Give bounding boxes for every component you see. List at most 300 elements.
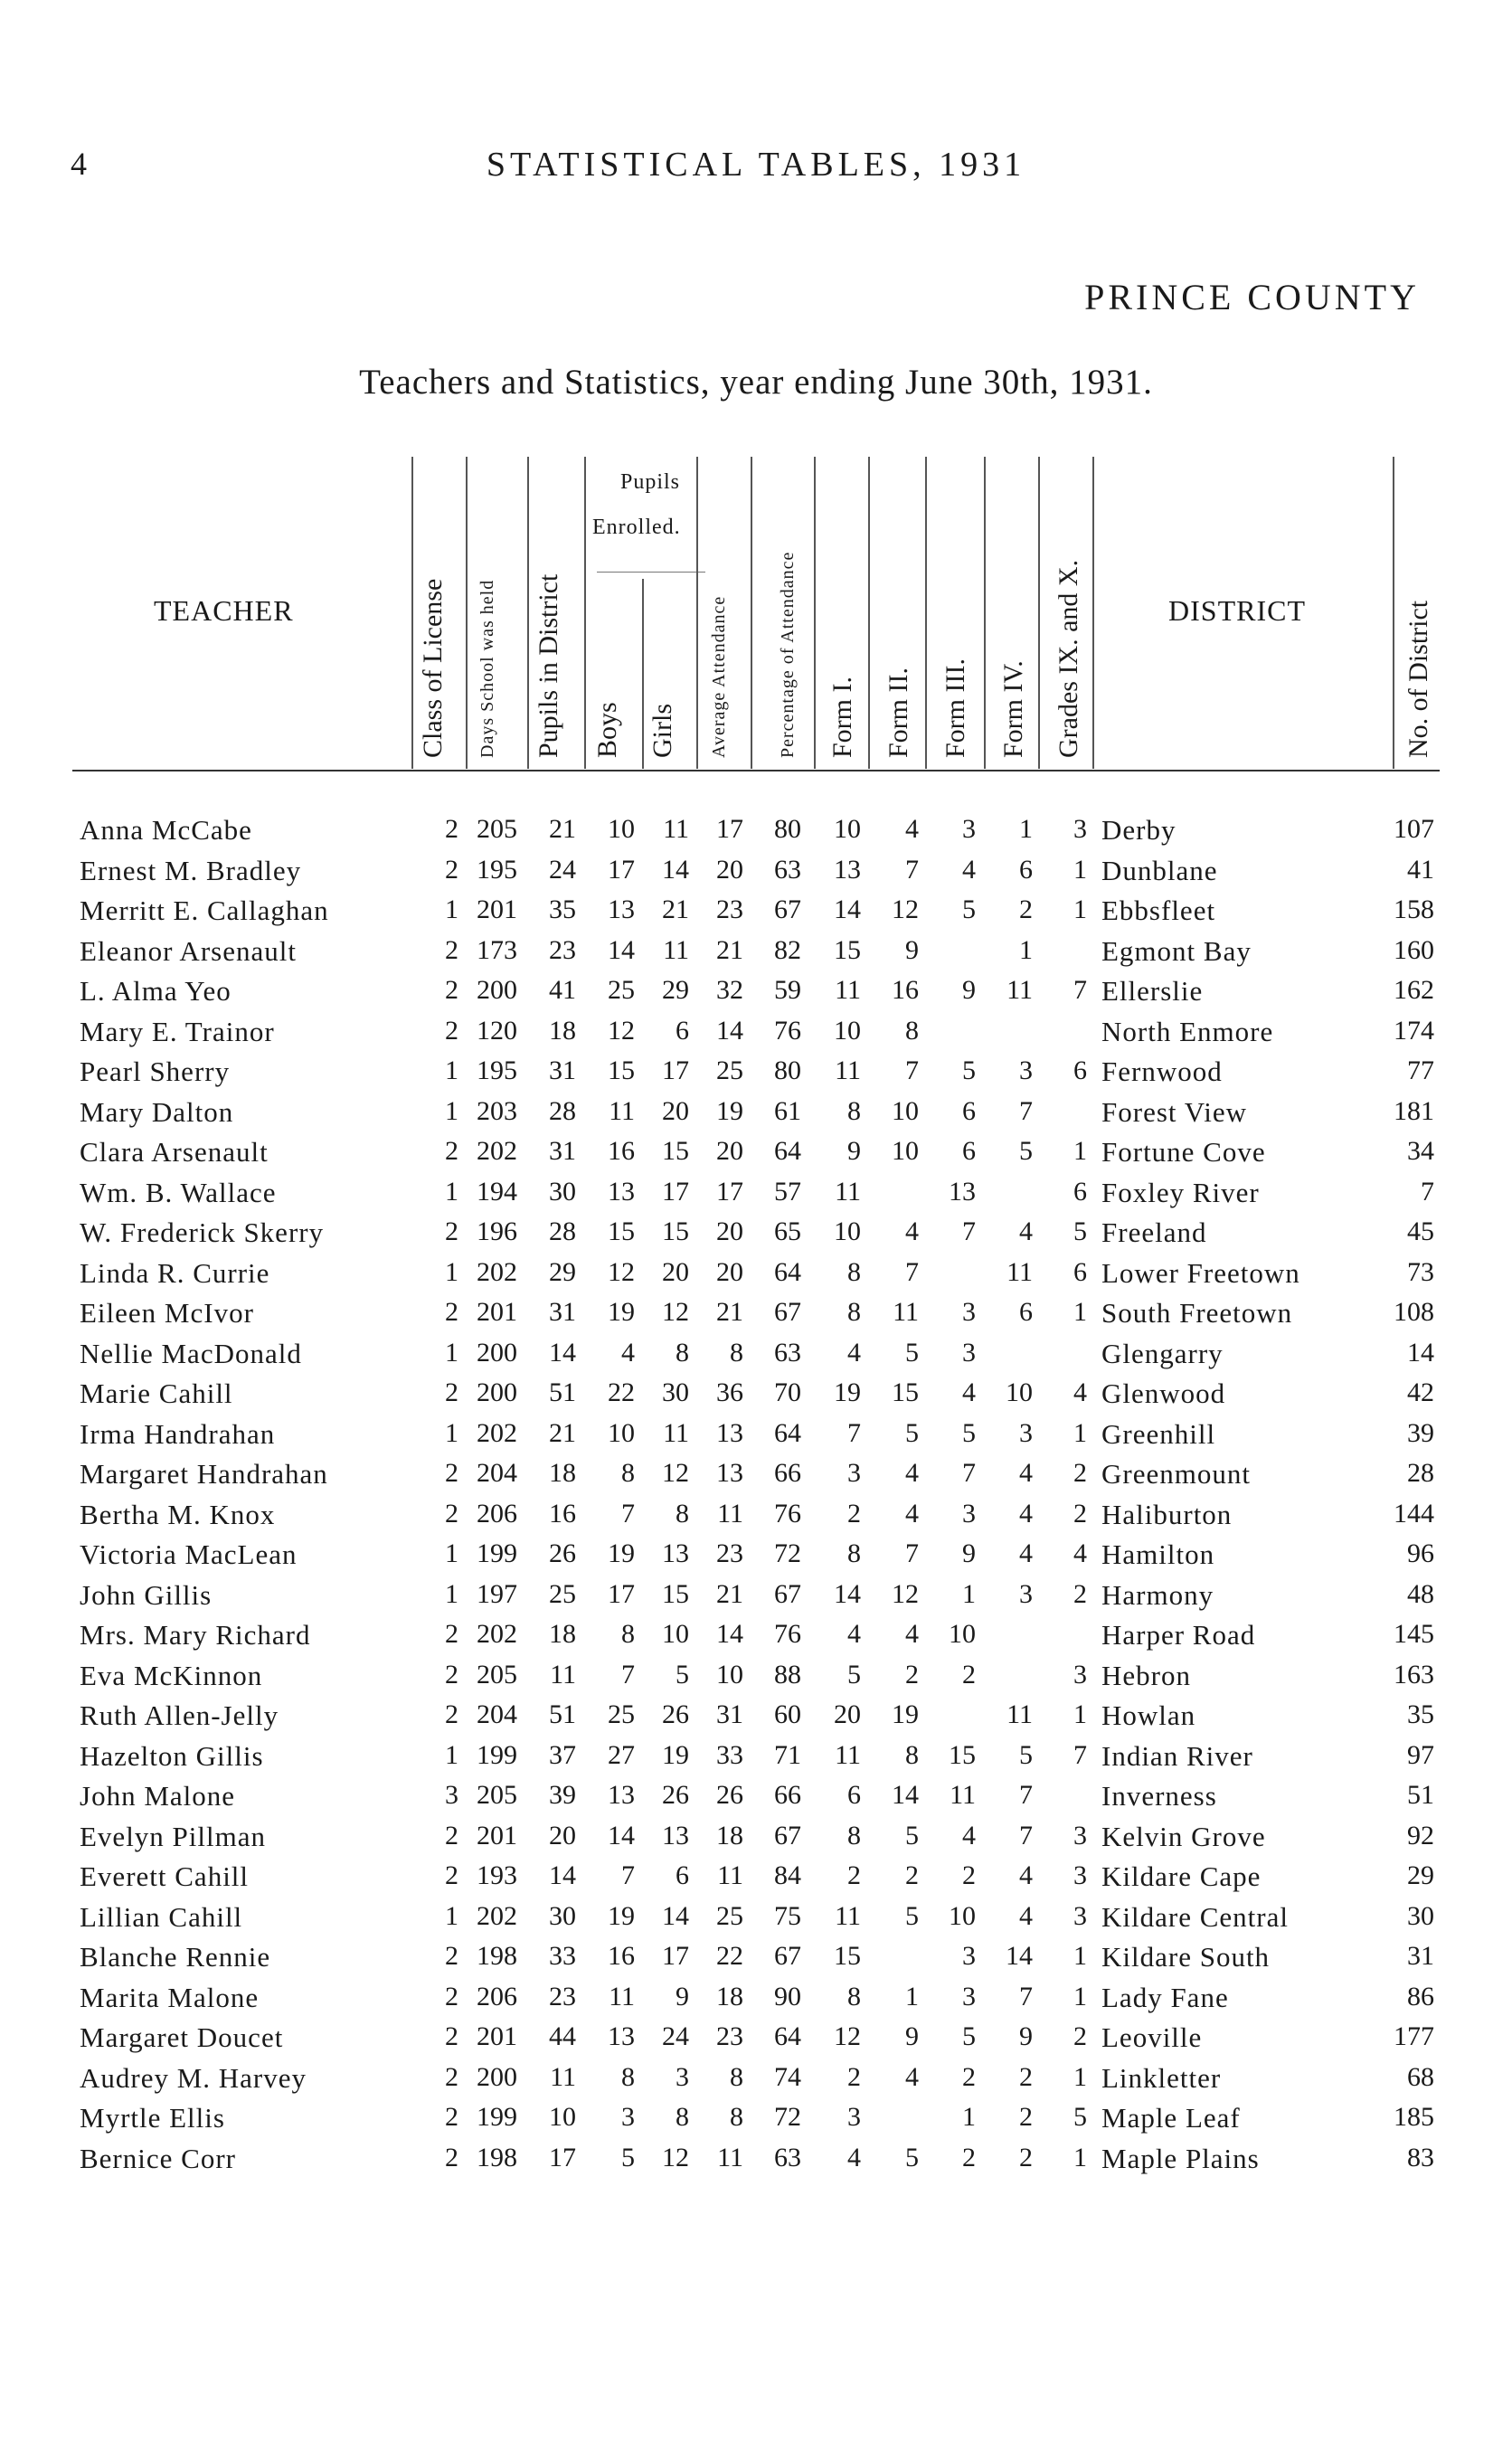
form-3: 4	[962, 1377, 976, 1407]
form-2: 5	[905, 1337, 919, 1368]
table-row	[0, 1821, 1512, 1861]
form-2: 1	[905, 1981, 919, 2011]
class-of-license: 2	[445, 1015, 458, 1046]
class-of-license: 3	[445, 1780, 458, 1810]
district-number: 73	[1407, 1256, 1434, 1287]
form-2: 12	[892, 894, 919, 924]
days-held: 201	[477, 1297, 517, 1327]
form-4: 11	[1006, 1699, 1033, 1729]
form-1: 20	[834, 1699, 861, 1729]
grades-9-10: 1	[1073, 854, 1087, 885]
days-held: 205	[477, 1780, 517, 1810]
form-3: 3	[962, 1981, 976, 2011]
form-3: 6	[962, 1136, 976, 1166]
days-held: 202	[477, 1900, 517, 1931]
header-teacher: TEACHER	[154, 594, 294, 627]
column-divider	[411, 457, 413, 769]
table-row	[0, 1901, 1512, 1942]
boys-enrolled: 5	[621, 2142, 635, 2172]
form-2: 4	[905, 1216, 919, 1246]
form-1: 5	[847, 1659, 861, 1690]
district-name: Ellerslie	[1101, 975, 1204, 1007]
percentage-attendance: 63	[774, 1337, 801, 1368]
form-3: 1	[962, 1578, 976, 1609]
girls-enrolled: 9	[676, 1981, 689, 2011]
percentage-attendance: 76	[774, 1619, 801, 1649]
form-2: 9	[905, 934, 919, 965]
boys-enrolled: 19	[608, 1297, 635, 1327]
table-row	[0, 1055, 1512, 1096]
district-number: 163	[1394, 1659, 1434, 1690]
boys-enrolled: 19	[608, 1900, 635, 1931]
pupils-in-district: 31	[549, 1136, 576, 1166]
class-of-license: 2	[445, 1941, 458, 1971]
district-number: 7	[1421, 1176, 1434, 1207]
table-row	[0, 1780, 1512, 1821]
percentage-attendance: 80	[774, 1055, 801, 1085]
header-form-3: Form III.	[940, 658, 970, 758]
pupils-in-district: 20	[549, 1820, 576, 1850]
percentage-attendance: 64	[774, 2021, 801, 2051]
boys-enrolled: 7	[621, 1860, 635, 1890]
form-1: 12	[834, 2021, 861, 2051]
percentage-attendance: 61	[774, 1095, 801, 1126]
table-row	[0, 1699, 1512, 1740]
form-2: 16	[892, 975, 919, 1005]
girls-enrolled: 17	[662, 1176, 689, 1207]
form-3: 3	[962, 1297, 976, 1327]
form-3: 6	[962, 1095, 976, 1126]
percentage-attendance: 64	[774, 1417, 801, 1448]
form-2: 5	[905, 1417, 919, 1448]
form-3: 15	[949, 1739, 976, 1770]
days-held: 195	[477, 1055, 517, 1085]
district-number: 92	[1407, 1820, 1434, 1850]
percentage-attendance: 90	[774, 1981, 801, 2011]
pupils-in-district: 31	[549, 1297, 576, 1327]
class-of-license: 1	[445, 1900, 458, 1931]
form-4: 2	[1019, 2102, 1033, 2132]
grades-9-10: 7	[1073, 1739, 1087, 1770]
class-of-license: 1	[445, 1337, 458, 1368]
average-attendance: 20	[716, 1216, 743, 1246]
class-of-license: 2	[445, 1297, 458, 1327]
boys-enrolled: 3	[621, 2102, 635, 2132]
teacher-name: Irma Handrahan	[80, 1417, 276, 1450]
pupils-in-district: 10	[549, 2102, 576, 2132]
average-attendance: 21	[716, 934, 743, 965]
form-1: 11	[835, 1055, 861, 1085]
days-held: 204	[477, 1699, 517, 1729]
district-number: 41	[1407, 854, 1434, 885]
district-number: 51	[1407, 1780, 1434, 1810]
average-attendance: 21	[716, 1297, 743, 1327]
teacher-name: Anna McCabe	[80, 814, 252, 846]
district-name: Dunblane	[1101, 854, 1218, 886]
percentage-attendance: 60	[774, 1699, 801, 1729]
teacher-name: Nellie MacDonald	[80, 1337, 302, 1369]
girls-enrolled: 5	[676, 1659, 689, 1690]
average-attendance: 20	[716, 1256, 743, 1287]
header-percentage-attendance: Percentage of Attendance	[778, 551, 798, 758]
form-4: 3	[1019, 1578, 1033, 1609]
form-4: 4	[1019, 1860, 1033, 1890]
percentage-attendance: 63	[774, 2142, 801, 2172]
form-3: 7	[962, 1216, 976, 1246]
average-attendance: 19	[716, 1095, 743, 1126]
grades-9-10: 3	[1073, 1820, 1087, 1850]
form-1: 11	[835, 1739, 861, 1770]
table-row	[0, 1860, 1512, 1901]
district-number: 77	[1407, 1055, 1434, 1085]
girls-enrolled: 15	[662, 1136, 689, 1166]
form-2: 19	[892, 1699, 919, 1729]
percentage-attendance: 67	[774, 1820, 801, 1850]
girls-enrolled: 17	[662, 1055, 689, 1085]
teacher-name: Lillian Cahill	[80, 1900, 243, 1933]
average-attendance: 8	[730, 2061, 743, 2092]
grades-9-10: 5	[1073, 2102, 1087, 2132]
district-number: 160	[1394, 934, 1434, 965]
teacher-name: L. Alma Yeo	[80, 975, 232, 1007]
class-of-license: 2	[445, 934, 458, 965]
form-1: 4	[847, 1337, 861, 1368]
average-attendance: 23	[716, 894, 743, 924]
column-divider	[584, 457, 586, 769]
table-row	[0, 1982, 1512, 2022]
girls-enrolled: 19	[662, 1739, 689, 1770]
class-of-license: 2	[445, 2061, 458, 2092]
district-name: Egmont Bay	[1101, 934, 1252, 967]
form-2: 7	[905, 1256, 919, 1287]
district-name: Harmony	[1101, 1578, 1214, 1611]
form-2: 8	[905, 1015, 919, 1046]
average-attendance: 32	[716, 975, 743, 1005]
class-of-license: 2	[445, 1377, 458, 1407]
teacher-name: Wm. B. Wallace	[80, 1176, 277, 1208]
column-divider	[1393, 457, 1394, 769]
girls-enrolled: 15	[662, 1216, 689, 1246]
district-name: Indian River	[1101, 1739, 1253, 1772]
district-number: 14	[1407, 1337, 1434, 1368]
days-held: 197	[477, 1578, 517, 1609]
district-number: 108	[1394, 1297, 1434, 1327]
form-3: 3	[962, 814, 976, 844]
district-name: Fortune Cove	[1101, 1136, 1266, 1168]
form-3: 11	[950, 1780, 976, 1810]
days-held: 204	[477, 1458, 517, 1488]
form-4: 4	[1019, 1538, 1033, 1568]
boys-enrolled: 8	[621, 1458, 635, 1488]
average-attendance: 20	[716, 1136, 743, 1166]
form-2: 15	[892, 1377, 919, 1407]
percentage-attendance: 82	[774, 934, 801, 965]
form-1: 4	[847, 1619, 861, 1649]
form-3: 5	[962, 1055, 976, 1085]
girls-enrolled: 12	[662, 1297, 689, 1327]
grades-9-10: 1	[1073, 1699, 1087, 1729]
district-name: Ebbsfleet	[1101, 894, 1216, 926]
boys-enrolled: 12	[608, 1015, 635, 1046]
district-number: 48	[1407, 1578, 1434, 1609]
district-name: Foxley River	[1101, 1176, 1260, 1208]
district-name: Greenmount	[1101, 1458, 1251, 1490]
form-1: 10	[834, 1216, 861, 1246]
form-1: 8	[847, 1981, 861, 2011]
average-attendance: 18	[716, 1981, 743, 2011]
girls-enrolled: 29	[662, 975, 689, 1005]
form-2: 14	[892, 1780, 919, 1810]
boys-enrolled: 17	[608, 854, 635, 885]
girls-enrolled: 8	[676, 1337, 689, 1368]
district-number: 174	[1394, 1015, 1434, 1046]
form-2: 4	[905, 814, 919, 844]
teacher-name: Marie Cahill	[80, 1377, 233, 1409]
table-row	[0, 1177, 1512, 1217]
average-attendance: 11	[717, 1498, 743, 1529]
class-of-license: 2	[445, 2102, 458, 2132]
teacher-name: Linda R. Currie	[80, 1256, 270, 1289]
table-row	[0, 1096, 1512, 1137]
girls-enrolled: 13	[662, 1538, 689, 1568]
form-2: 4	[905, 1458, 919, 1488]
percentage-attendance: 63	[774, 854, 801, 885]
girls-enrolled: 20	[662, 1256, 689, 1287]
district-name: Forest View	[1101, 1095, 1247, 1128]
table-row	[0, 1579, 1512, 1620]
days-held: 202	[477, 1136, 517, 1166]
header-class-of-license: Class of License	[418, 578, 448, 758]
days-held: 200	[477, 975, 517, 1005]
form-1: 11	[835, 1900, 861, 1931]
teacher-name: Ruth Allen-Jelly	[80, 1699, 279, 1731]
form-4: 6	[1019, 1297, 1033, 1327]
district-name: Kildare South	[1101, 1941, 1271, 1973]
form-2: 12	[892, 1578, 919, 1609]
header-grades-9-10: Grades IX. and X.	[1054, 559, 1083, 758]
pupils-in-district: 30	[549, 1176, 576, 1207]
teacher-name: Audrey M. Harvey	[80, 2061, 307, 2094]
percentage-attendance: 80	[774, 814, 801, 844]
teacher-name: Bernice Corr	[80, 2142, 236, 2174]
boys-enrolled: 22	[608, 1377, 635, 1407]
form-2: 7	[905, 1538, 919, 1568]
percentage-attendance: 67	[774, 1578, 801, 1609]
grades-9-10: 6	[1073, 1256, 1087, 1287]
percentage-attendance: 64	[774, 1136, 801, 1166]
class-of-license: 2	[445, 1498, 458, 1529]
form-4: 4	[1019, 1498, 1033, 1529]
district-name: Derby	[1101, 814, 1177, 846]
days-held: 195	[477, 854, 517, 885]
grades-9-10: 2	[1073, 1458, 1087, 1488]
table-row	[0, 1619, 1512, 1660]
pupils-in-district: 41	[549, 975, 576, 1005]
form-2: 4	[905, 2061, 919, 2092]
form-1: 8	[847, 1095, 861, 1126]
form-4: 9	[1019, 2021, 1033, 2051]
form-1: 14	[834, 894, 861, 924]
girls-enrolled: 24	[662, 2021, 689, 2051]
form-4: 4	[1019, 1216, 1033, 1246]
class-of-license: 2	[445, 814, 458, 844]
table-row	[0, 1377, 1512, 1418]
girls-enrolled: 8	[676, 2102, 689, 2132]
form-2: 11	[893, 1297, 919, 1327]
teacher-name: Mary Dalton	[80, 1095, 234, 1128]
girls-enrolled: 12	[662, 1458, 689, 1488]
form-2: 4	[905, 1619, 919, 1649]
pupils-in-district: 37	[549, 1739, 576, 1770]
class-of-license: 2	[445, 1981, 458, 2011]
form-4: 1	[1019, 814, 1033, 844]
column-divider	[696, 457, 698, 769]
class-of-license: 1	[445, 1176, 458, 1207]
form-1: 7	[847, 1417, 861, 1448]
form-4: 7	[1019, 1820, 1033, 1850]
form-1: 10	[834, 1015, 861, 1046]
form-3: 3	[962, 1941, 976, 1971]
form-3: 3	[962, 1498, 976, 1529]
class-of-license: 2	[445, 2021, 458, 2051]
running-head: STATISTICAL TABLES, 1931	[486, 146, 1026, 184]
form-2: 4	[905, 1498, 919, 1529]
average-attendance: 22	[716, 1941, 743, 1971]
header-form-2: Form II.	[884, 667, 913, 758]
girls-enrolled: 12	[662, 2142, 689, 2172]
form-1: 2	[847, 2061, 861, 2092]
form-4: 3	[1019, 1417, 1033, 1448]
teacher-name: Margaret Handrahan	[80, 1458, 328, 1490]
district-name: South Freetown	[1101, 1297, 1293, 1329]
district-name: Hamilton	[1101, 1538, 1215, 1570]
form-2: 2	[905, 1860, 919, 1890]
table-row	[0, 2021, 1512, 2062]
district-number: 86	[1407, 1981, 1434, 2011]
form-4: 2	[1019, 2061, 1033, 2092]
column-divider	[984, 457, 986, 769]
class-of-license: 1	[445, 1578, 458, 1609]
column-divider	[1092, 457, 1094, 769]
percentage-attendance: 74	[774, 2061, 801, 2092]
district-name: Kildare Central	[1101, 1900, 1289, 1933]
pupils-in-district: 11	[550, 2061, 576, 2092]
table-row	[0, 1538, 1512, 1579]
pupils-in-district: 11	[550, 1659, 576, 1690]
form-3: 4	[962, 854, 976, 885]
teacher-name: Blanche Rennie	[80, 1941, 271, 1973]
form-1: 13	[834, 854, 861, 885]
grades-9-10: 6	[1073, 1055, 1087, 1085]
average-attendance: 8	[730, 2102, 743, 2132]
form-1: 6	[847, 1780, 861, 1810]
header-girls: Girls	[647, 704, 677, 758]
boys-enrolled: 11	[609, 1095, 635, 1126]
percentage-attendance: 64	[774, 1256, 801, 1287]
average-attendance: 14	[716, 1015, 743, 1046]
girls-enrolled: 15	[662, 1578, 689, 1609]
girls-enrolled: 8	[676, 1498, 689, 1529]
form-1: 9	[847, 1136, 861, 1166]
grades-9-10: 1	[1073, 1417, 1087, 1448]
table-row	[0, 2143, 1512, 2183]
boys-enrolled: 10	[608, 1417, 635, 1448]
class-of-license: 1	[445, 1095, 458, 1126]
grades-9-10: 3	[1073, 1659, 1087, 1690]
teacher-name: John Malone	[80, 1780, 236, 1812]
boys-enrolled: 15	[608, 1055, 635, 1085]
days-held: 198	[477, 2142, 517, 2172]
form-1: 19	[834, 1377, 861, 1407]
pupils-in-district: 14	[549, 1860, 576, 1890]
percentage-attendance: 67	[774, 1297, 801, 1327]
district-number: 45	[1407, 1216, 1434, 1246]
class-of-license: 2	[445, 1820, 458, 1850]
percentage-attendance: 59	[774, 975, 801, 1005]
pupils-in-district: 44	[549, 2021, 576, 2051]
grades-9-10: 1	[1073, 894, 1087, 924]
table-row	[0, 1257, 1512, 1298]
girls-enrolled: 21	[662, 894, 689, 924]
boys-enrolled: 15	[608, 1216, 635, 1246]
pupils-in-district: 18	[549, 1619, 576, 1649]
pupils-in-district: 31	[549, 1055, 576, 1085]
district-number: 83	[1407, 2142, 1434, 2172]
form-2: 5	[905, 2142, 919, 2172]
form-1: 3	[847, 1458, 861, 1488]
table-row	[0, 1297, 1512, 1338]
form-2: 10	[892, 1095, 919, 1126]
pupils-in-district: 18	[549, 1458, 576, 1488]
pupils-in-district: 23	[549, 934, 576, 965]
header-pupils: Pupils	[620, 470, 681, 494]
percentage-attendance: 72	[774, 1538, 801, 1568]
table-row	[0, 1458, 1512, 1499]
grades-9-10: 2	[1073, 2021, 1087, 2051]
table-row	[0, 1338, 1512, 1378]
girls-enrolled: 26	[662, 1699, 689, 1729]
district-name: Lower Freetown	[1101, 1256, 1300, 1289]
boys-enrolled: 4	[621, 1337, 635, 1368]
average-attendance: 8	[730, 1337, 743, 1368]
class-of-license: 2	[445, 1860, 458, 1890]
grades-9-10: 4	[1073, 1377, 1087, 1407]
days-held: 196	[477, 1216, 517, 1246]
table-row	[0, 1941, 1512, 1982]
district-name: Harper Road	[1101, 1619, 1256, 1651]
form-1: 8	[847, 1297, 861, 1327]
form-4: 2	[1019, 894, 1033, 924]
grades-9-10: 1	[1073, 2061, 1087, 2092]
table-row	[0, 1740, 1512, 1781]
teacher-name: Eileen McIvor	[80, 1297, 254, 1329]
header-form-1: Form I.	[827, 677, 857, 758]
district-number: 39	[1407, 1417, 1434, 1448]
form-4: 7	[1019, 1981, 1033, 2011]
form-4: 4	[1019, 1458, 1033, 1488]
district-number: 28	[1407, 1458, 1434, 1488]
grades-9-10: 1	[1073, 1297, 1087, 1327]
table-body	[0, 814, 1512, 2182]
grades-9-10: 4	[1073, 1538, 1087, 1568]
average-attendance: 26	[716, 1780, 743, 1810]
class-of-license: 1	[445, 1055, 458, 1085]
header-pupils-in-district: Pupils in District	[534, 573, 563, 758]
table-row	[0, 1216, 1512, 1257]
girls-enrolled: 26	[662, 1780, 689, 1810]
table-row	[0, 814, 1512, 855]
district-number: 29	[1407, 1860, 1434, 1890]
